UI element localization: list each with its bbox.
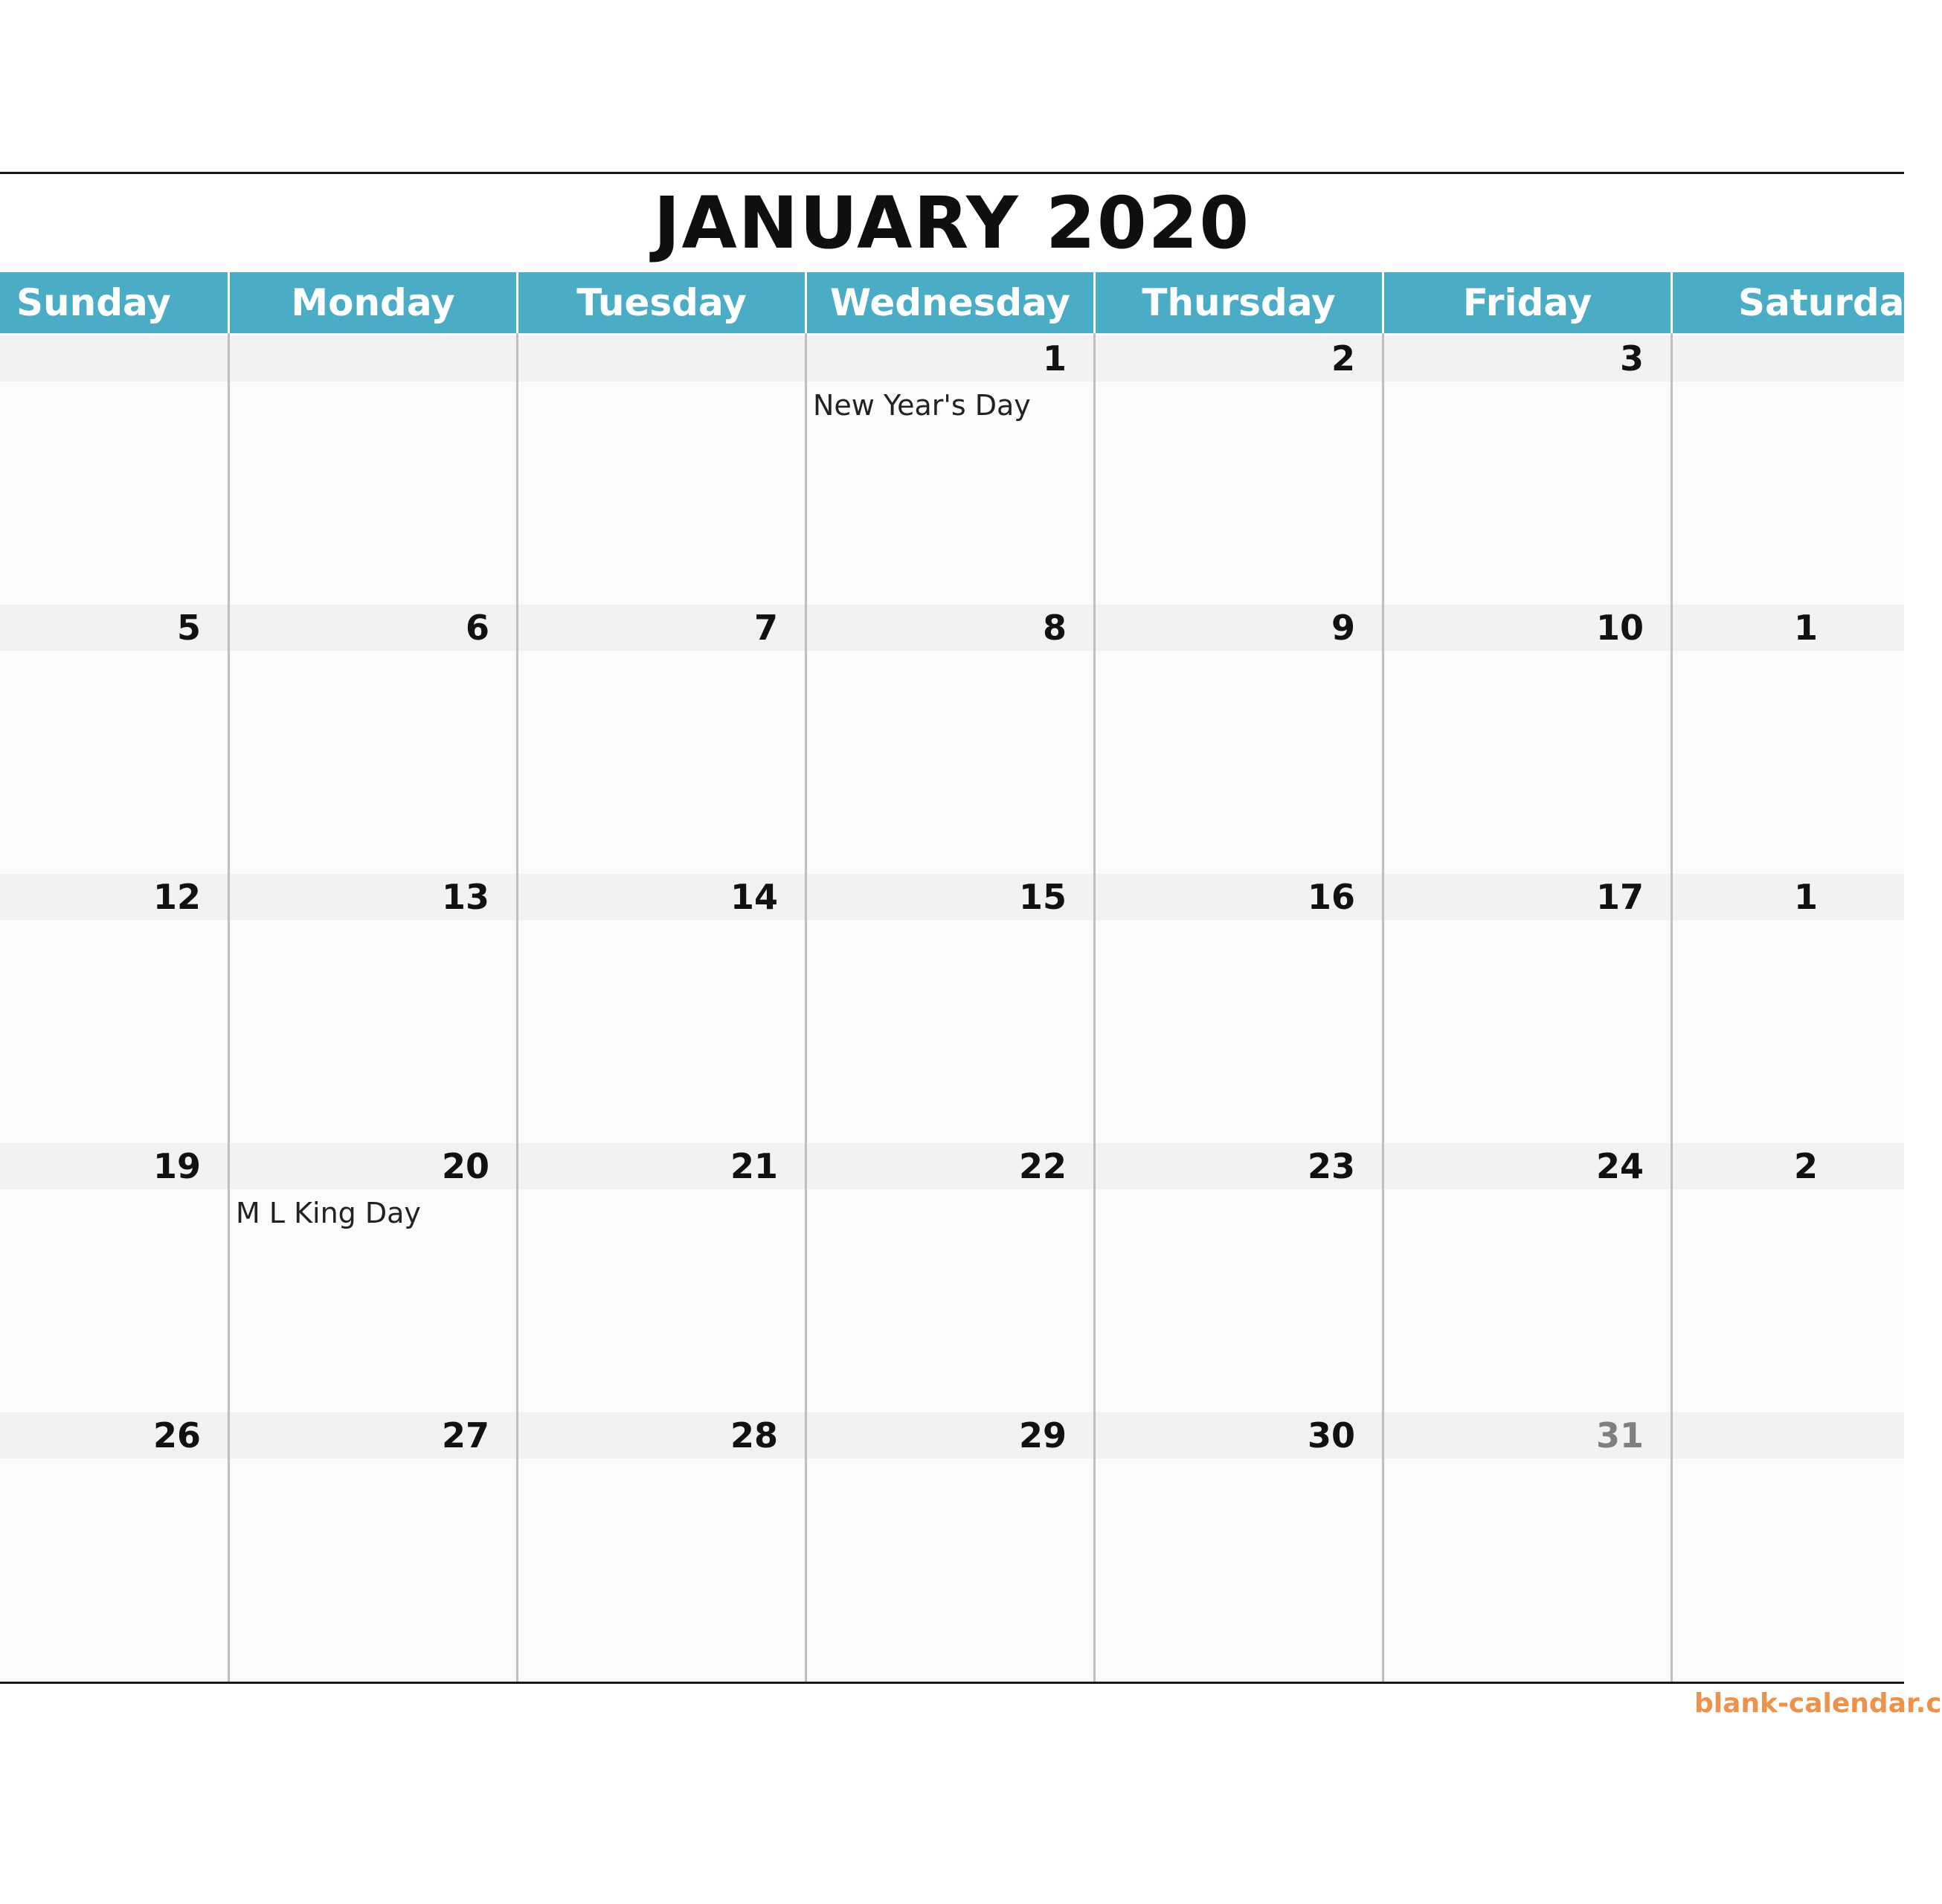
day-cell[interactable]	[518, 1143, 805, 1412]
day-cell[interactable]	[1096, 335, 1382, 605]
day-cell[interactable]	[0, 874, 228, 1143]
date-number: 7	[753, 608, 778, 648]
header-monday: Monday	[230, 272, 516, 333]
day-cell[interactable]	[230, 605, 516, 874]
day-cell[interactable]	[807, 1143, 1093, 1412]
day-cell[interactable]	[807, 605, 1093, 874]
date-number: 28	[730, 1415, 778, 1456]
date-number: 1	[1794, 877, 1819, 917]
date-number: 12	[152, 877, 201, 917]
date-number: 21	[730, 1146, 778, 1186]
date-number: 13	[441, 877, 489, 917]
event-label: M L King Day	[236, 1197, 421, 1229]
weekday-header-row	[0, 272, 1928, 333]
week-row-5	[0, 1412, 1904, 1682]
day-cell[interactable]	[230, 1412, 516, 1682]
date-strip	[1673, 335, 1904, 382]
day-cell[interactable]	[1384, 874, 1671, 1143]
date-number: 1	[1042, 338, 1067, 379]
day-cell[interactable]	[518, 1412, 805, 1682]
date-number: 5	[176, 608, 201, 648]
day-cell[interactable]	[518, 335, 805, 605]
date-number: 9	[1331, 608, 1355, 648]
date-strip	[1673, 874, 1904, 920]
date-number: 1	[1794, 608, 1819, 648]
date-number: 14	[730, 877, 778, 917]
day-cell[interactable]	[0, 335, 228, 605]
day-cell[interactable]	[1384, 1412, 1671, 1682]
week-row-1	[0, 335, 1904, 605]
day-cell[interactable]	[518, 874, 805, 1143]
date-number: 20	[441, 1146, 489, 1186]
day-cell[interactable]	[1096, 605, 1382, 874]
date-number: 8	[1042, 608, 1067, 648]
day-cell[interactable]	[518, 605, 805, 874]
header-divider	[228, 272, 230, 333]
date-strip	[1673, 1143, 1904, 1189]
header-divider	[1671, 272, 1673, 333]
day-cell[interactable]	[1673, 874, 1904, 1143]
day-cell[interactable]	[807, 1412, 1093, 1682]
date-strip	[1673, 605, 1904, 651]
week-row-4	[0, 1143, 1904, 1412]
day-cell[interactable]	[1673, 1143, 1904, 1412]
header-wednesday: Wednesday	[807, 272, 1093, 333]
day-cell[interactable]	[1384, 1143, 1671, 1412]
header-divider	[1382, 272, 1384, 333]
date-number: 17	[1595, 877, 1644, 917]
day-cell[interactable]	[1673, 1412, 1904, 1682]
day-cell[interactable]	[0, 1412, 228, 1682]
date-strip	[1673, 1412, 1904, 1458]
date-strip	[518, 335, 805, 382]
day-cell[interactable]	[1096, 874, 1382, 1143]
date-strip	[0, 335, 228, 382]
footer-brand-link[interactable]: blank-calendar.c	[1694, 1688, 1942, 1719]
week-row-3	[0, 874, 1904, 1143]
event-label: New Year's Day	[813, 389, 1031, 422]
day-cell[interactable]	[807, 874, 1093, 1143]
grid-divider	[805, 272, 807, 1682]
day-cell[interactable]	[1384, 335, 1671, 605]
grid-divider	[1671, 272, 1673, 1682]
date-number: 19	[152, 1146, 201, 1186]
day-cell[interactable]	[1384, 605, 1671, 874]
date-number: 16	[1307, 877, 1355, 917]
date-number: 22	[1018, 1146, 1067, 1186]
header-saturday: Saturday	[1673, 272, 1904, 333]
date-number: 29	[1018, 1415, 1067, 1456]
date-number: 24	[1595, 1146, 1644, 1186]
date-number: 26	[152, 1415, 201, 1456]
header-thursday: Thursday	[1096, 272, 1382, 333]
day-cell[interactable]	[1096, 1143, 1382, 1412]
date-number: 3	[1619, 338, 1644, 379]
grid-divider	[1093, 272, 1096, 1682]
header-divider	[516, 272, 518, 333]
date-number: 10	[1595, 608, 1644, 648]
header-divider	[1093, 272, 1096, 333]
date-number: 27	[441, 1415, 489, 1456]
grid-divider	[228, 272, 230, 1682]
calendar-title: JANUARY 2020	[653, 181, 1251, 265]
date-strip	[230, 335, 516, 382]
bottom-rule	[0, 1682, 1904, 1684]
grid-divider	[1382, 272, 1384, 1682]
header-divider	[805, 272, 807, 333]
header-friday: Friday	[1384, 272, 1671, 333]
date-number: 23	[1307, 1146, 1355, 1186]
day-cell[interactable]	[807, 335, 1093, 605]
day-cell[interactable]	[1673, 335, 1904, 605]
day-cell[interactable]	[1673, 605, 1904, 874]
date-number: 2	[1331, 338, 1355, 379]
grid-divider	[516, 272, 518, 1682]
date-number: 15	[1018, 877, 1067, 917]
day-cell[interactable]	[230, 874, 516, 1143]
header-sunday: Sunday	[0, 272, 228, 333]
day-cell[interactable]	[0, 605, 228, 874]
week-row-2	[0, 605, 1904, 874]
day-cell[interactable]	[230, 1143, 516, 1412]
day-cell[interactable]	[230, 335, 516, 605]
date-number: 6	[465, 608, 489, 648]
day-cell[interactable]	[0, 1143, 228, 1412]
date-number: 2	[1794, 1146, 1819, 1186]
date-number: 31	[1595, 1415, 1644, 1456]
date-number: 30	[1307, 1415, 1355, 1456]
day-cell[interactable]	[1096, 1412, 1382, 1682]
header-tuesday: Tuesday	[518, 272, 805, 333]
